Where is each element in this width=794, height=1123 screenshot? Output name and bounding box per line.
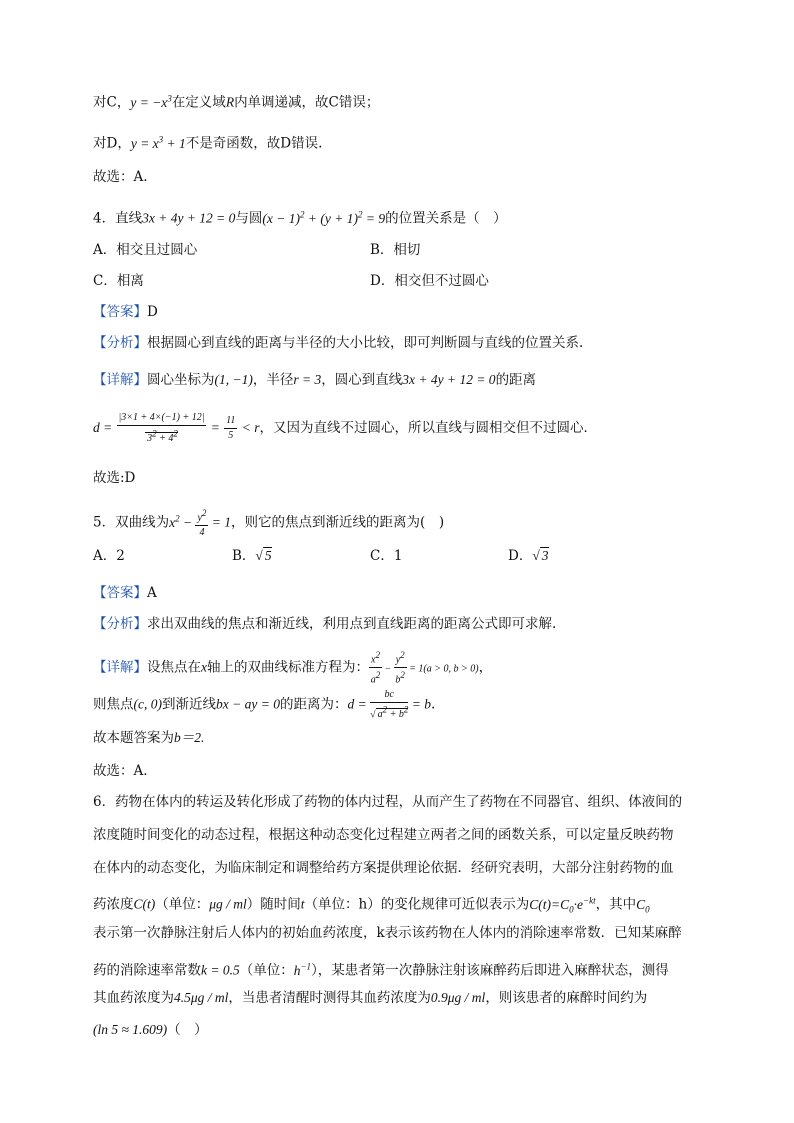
prev-option-d-line: 对D，$y = x^3 + 1$不是奇函数，故D错误. (93, 134, 323, 152)
q4-option-a: A．相交且过圆心 (93, 242, 198, 258)
q6-line-2: 浓度随时间变化的动态过程，根据这种动态变化过程建立两者之间的函数关系，可以定量反映药物 (93, 827, 674, 843)
q5-option-a: A．2 (93, 548, 125, 564)
q5-distance: 则焦点(c, 0)到渐近线bx − ay = 0的距离为：d = $\frac{bc}{√ a^2 + b^2}$ = b. (93, 689, 436, 721)
q6-line-6: 药的消除速率常数k = 0.5（单位：$h^{-1}$），某患者第一次静脉注射该麻醉药后即进入麻醉状态，测得 (93, 961, 669, 979)
q6-line-4: 药浓度C(t)（单位：μg / ml）随时间t（单位：h）的变化规律可近似表示为$C(t)=C_0\cdot e^{-kt}$，其中$C_0$ (93, 895, 650, 915)
q6-line-5: 表示第一次静脉注射后人体内的初始血药浓度，k表示该药物在人体内的消除速率常数．已知某麻醉 (93, 925, 682, 941)
math-d: $y = x^3 + 1$ (130, 134, 186, 151)
q5-choose: 故选：A. (93, 763, 148, 779)
q5-option-c: C．1 (370, 548, 403, 564)
q4-stem: 4．直线3x + 4y + 12 = 0与圆$(x - 1)^2 + (y + 1)^2 = 9$的位置关系是（ ） (93, 209, 507, 227)
q5-detail: 【详解】设焦点在x轴上的双曲线标准方程为： $\frac{x^2}{a^2}$ − $\frac{y^2}{b^2}$ = 1(a > 0, b > 0)， (93, 650, 493, 686)
q6-line-3: 在体内的动态变化，为临床制定和调整给药方案提供理论依据．经研究表明，大部分注射药物的血 (93, 860, 674, 876)
q4-choose: 故选:D (93, 470, 136, 486)
q4-line-eq: 3x + 4y + 12 = 0 (142, 210, 236, 226)
q4-answer: 【答案】D (93, 304, 158, 320)
prev-choose: 故选：A. (93, 169, 148, 185)
q4-detail: 【详解】圆心坐标为(1, −1)，半径r = 3，圆心到直线3x + 4y + 12 = 0的距离 (93, 372, 537, 388)
prev-option-c-line: 对C，$y = -x^3$在定义域R内单调递减，故C错误； (93, 93, 380, 111)
q6-line-8: (ln 5 ≈ 1.609)（ ） (93, 1022, 208, 1038)
q4-option-c: C．相离 (93, 273, 144, 289)
q5-analysis: 【分析】求出双曲线的焦点和渐近线，利用点到直线距离的距离公式即可求解. (93, 616, 557, 632)
q4-option-d: D．相交但不过圆心 (370, 273, 489, 289)
q4-distance-formula: d = $\frac{|3\times 1 + 4\times(-1) + 12|}{3^2 + 4^2}$ = $\frac{11}{5}$ < r，又因为直线不过圆心，所以直线与圆相交但不过圆心． (93, 412, 597, 444)
q5-option-b: B．√ 5 (232, 548, 272, 564)
prev-c-label: 对C， (93, 94, 131, 111)
math-c: $y = -x^3$ (130, 93, 172, 110)
q4-analysis: 【分析】根据圆心到直线的距离与半径的大小比较，即可判断圆与直线的位置关系. (93, 335, 584, 351)
q5-summary: 故本题答案为b＝2. (93, 730, 205, 746)
distance-fraction: $\frac{|3\times 1 + 4\times(-1) + 12|}{3^2 + 4^2}$ (118, 412, 205, 444)
q5-option-d: D．√ 3 (508, 548, 549, 564)
q5-answer: 【答案】A (93, 585, 157, 601)
q4-circle-eq: $(x - 1)^2 + (y + 1)^2 = 9$ (262, 209, 386, 226)
q5-stem: 5．双曲线为$x^2$ − $\frac{y^2}{4}$ = 1，则它的焦点到渐近线的距离为( ) (93, 508, 445, 539)
q6-line-7: 其血药浓度为4.5μg / ml，当患者清醒时测得其血药浓度为0.9μg / ml，则该患者的麻醉时间约为 (93, 990, 648, 1006)
q6-line-1: 6．药物在体内的转运及转化形成了药物的体内过程，从而产生了药物在不同器官、组织、体液间的 (93, 794, 683, 810)
q4-option-b: B．相切 (370, 242, 421, 258)
